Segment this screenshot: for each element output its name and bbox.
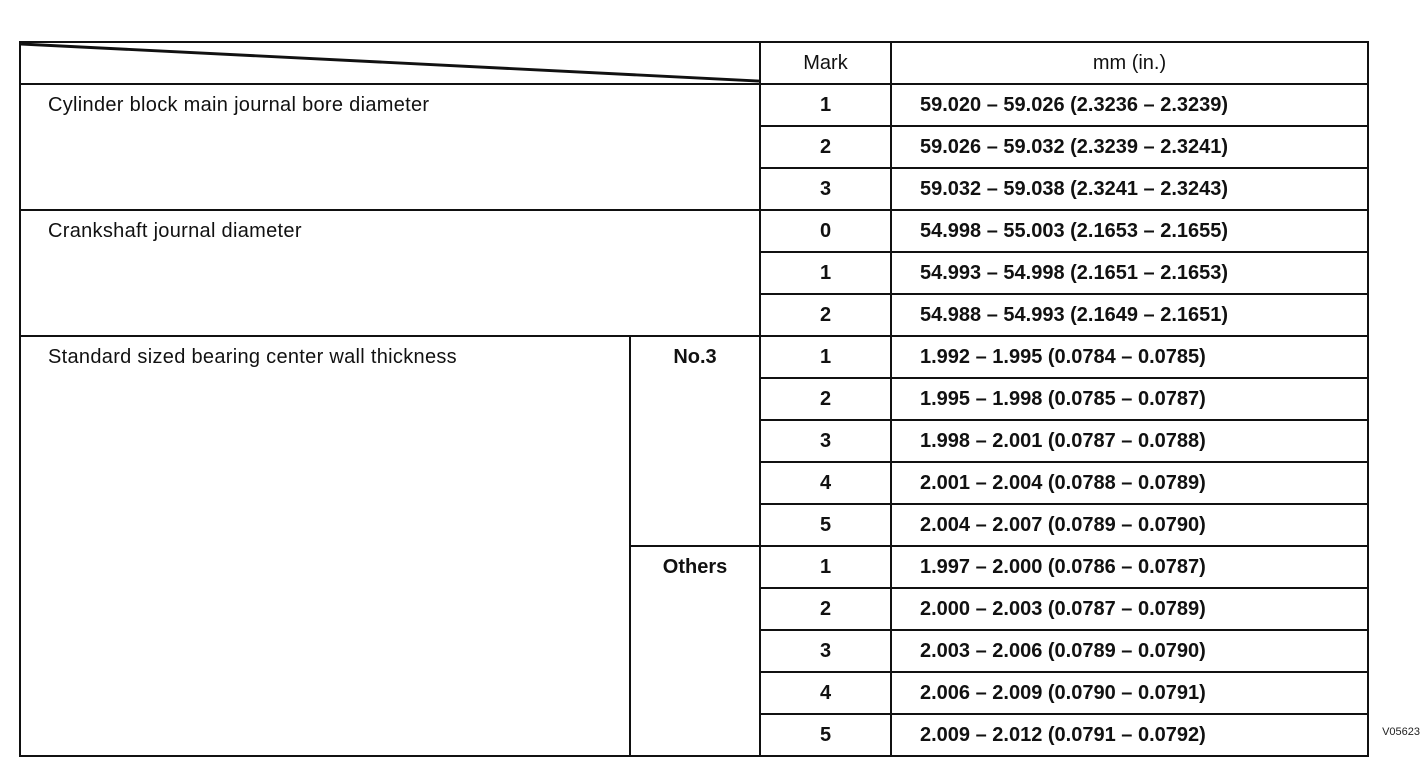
value-cell: 59.026 – 59.032 (2.3239 – 2.3241) — [891, 126, 1368, 168]
header-mark: Mark — [760, 42, 891, 84]
value-cell: 54.988 – 54.993 (2.1649 – 2.1651) — [891, 294, 1368, 336]
value-cell: 1.992 – 1.995 (0.0784 – 0.0785) — [891, 336, 1368, 378]
table-row — [20, 84, 1368, 126]
mark-cell: 1 — [760, 546, 891, 588]
mark-cell: 5 — [760, 714, 891, 756]
mark-cell: 2 — [760, 126, 891, 168]
figure-code: V05623 — [1382, 726, 1420, 738]
table-row — [20, 210, 1368, 252]
value-cell: 59.020 – 59.026 (2.3236 – 2.3239) — [891, 84, 1368, 126]
mark-cell: 4 — [760, 672, 891, 714]
mark-cell: 2 — [760, 294, 891, 336]
value-cell: 1.998 – 2.001 (0.0787 – 0.0788) — [891, 420, 1368, 462]
diagonal-divider — [21, 43, 759, 83]
subgroup-label: No.3 — [630, 336, 760, 546]
mark-cell: 5 — [760, 504, 891, 546]
spec-table — [19, 41, 1369, 757]
value-cell: 2.006 – 2.009 (0.0790 – 0.0791) — [891, 672, 1368, 714]
value-cell: 54.998 – 55.003 (2.1653 – 2.1655) — [891, 210, 1368, 252]
value-cell: 2.000 – 2.003 (0.0787 – 0.0789) — [891, 588, 1368, 630]
header-value: mm (in.) — [891, 42, 1368, 84]
mark-cell: 0 — [760, 210, 891, 252]
subgroup-label: Others — [630, 546, 760, 756]
group-label: Standard sized bearing center wall thickness — [20, 336, 630, 756]
header-row — [20, 42, 1368, 84]
mark-cell: 3 — [760, 420, 891, 462]
table-row — [20, 336, 1368, 378]
mark-cell: 1 — [760, 336, 891, 378]
group-label: Crankshaft journal diameter — [20, 210, 760, 336]
value-cell: 1.995 – 1.998 (0.0785 – 0.0787) — [891, 378, 1368, 420]
group-label: Cylinder block main journal bore diameter — [20, 84, 760, 210]
value-cell: 2.003 – 2.006 (0.0789 – 0.0790) — [891, 630, 1368, 672]
value-cell: 2.009 – 2.012 (0.0791 – 0.0792) — [891, 714, 1368, 756]
mark-cell: 3 — [760, 630, 891, 672]
mark-cell: 2 — [760, 588, 891, 630]
mark-cell: 4 — [760, 462, 891, 504]
mark-cell: 2 — [760, 378, 891, 420]
value-cell: 2.001 – 2.004 (0.0788 – 0.0789) — [891, 462, 1368, 504]
value-cell: 59.032 – 59.038 (2.3241 – 2.3243) — [891, 168, 1368, 210]
value-cell: 2.004 – 2.007 (0.0789 – 0.0790) — [891, 504, 1368, 546]
mark-cell: 1 — [760, 252, 891, 294]
mark-cell: 1 — [760, 84, 891, 126]
mark-cell: 3 — [760, 168, 891, 210]
value-cell: 1.997 – 2.000 (0.0786 – 0.0787) — [891, 546, 1368, 588]
value-cell: 54.993 – 54.998 (2.1651 – 2.1653) — [891, 252, 1368, 294]
header-blank-cell — [20, 42, 760, 84]
